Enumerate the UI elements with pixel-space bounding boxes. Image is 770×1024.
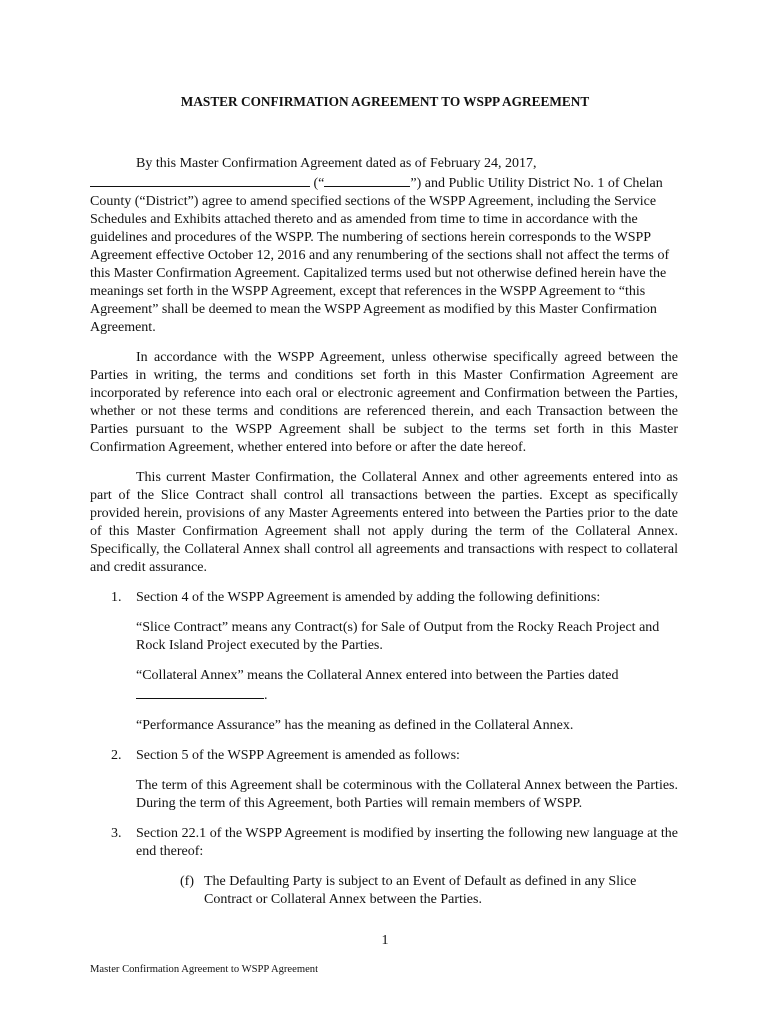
term-clause: The term of this Agreement shall be coterminous with the Collateral Annex between the Parties. During the term of this Agreement, both Parties will remain members of WSPP. [136,778,678,811]
paragraph-incorporation: In accordance with the WSPP Agreement, unless otherwise specifically agreed between the Parties in writing, the terms and conditions set forth in this Master Confirmation Agreement are incorporated by reference into each oral or electronic agreement and Confirmation between the Parties, whether or not these terms and conditions are referenced therein, and each Transaction between the Parties pursuant to the WSPP Agreement shall be subject to the terms set forth in this Master Confirmation Agreement, whether entered into before or after the date hereof. [90,350,678,455]
paragraph-control: This current Master Confirmation, the Collateral Annex and other agreements entered into as part of the Slice Contract shall control all transactions between the parties. Except as specifically provided herein, provisions of any Master Agreements entered into between the Parties prior to the date of this Master Confirmation Agreement shall not apply during the term of the Collateral Annex. Specifically, the Collateral Annex shall control all agreements and transactions with respect to collateral and credit assurance. [90,470,678,575]
list-item-text: Section 4 of the WSPP Agreement is amended by adding the following definitions: [136,590,601,605]
list-item-3 [90,825,678,861]
definition-performance-assurance: “Performance Assurance” has the meaning as defined in the Collateral Annex. [136,718,574,733]
list-item-text: Section 22.1 of the WSPP Agreement is modified by inserting the following new language at the end thereof: [136,826,678,859]
document-body [90,155,678,909]
intro-text-a: By this Master Confirmation Agreement dated as of February 24, 2017, [136,156,537,171]
clause-text: The Defaulting Party is subject to an Event of Default as defined in any Slice Contract or Collateral Annex between the Parties. [204,874,637,907]
page-number: 1 [381,933,389,948]
document-title: MASTER CONFIRMATION AGREEMENT TO WSPP AGREEMENT [180,94,590,109]
page-footer: Master Confirmation Agreement to WSPP Agreement [90,964,319,975]
list-number: 1. [111,590,122,605]
date-blank [136,685,264,699]
list-item-text: Section 5 of the WSPP Agreement is amended as follows: [136,748,460,763]
intro-text-c: ”) and Public Utility District No. 1 of Chelan County (“District”) agree to amend specified sections of the WSPP Agreement, including the Service Schedules and Exhibits attached thereto and as amended from time to time in accordance with the guidelines and procedures of the WSPP. The numbering of sections herein corresponds to the WSPP Agreement effective October 12, 2016 and any renumbering of the sections shall not affect the terms of this Master Confirmation Agreement. Capitalized terms used but not otherwise defined herein have the meanings set forth in the WSPP Agreement, except that references in the WSPP Agreement to “this Agreement” shall be deemed to mean the WSPP Agreement as modified by this Master Confirmation Agreement. [90,176,670,335]
default-clause [90,873,678,909]
party-abbrev-blank [324,173,410,187]
party-name-blank [90,173,310,187]
definition-end: . [264,688,268,703]
list-number: 2. [111,748,122,763]
definition-text: “Collateral Annex” means the Collateral Annex entered into between the Parties dated [136,668,619,683]
clause-label: (f) [180,874,194,889]
definition-collateral-annex [90,667,678,705]
list-item-2 [90,747,678,765]
list-number: 3. [111,826,122,841]
intro-text-b: (“ [310,176,325,191]
definition-slice-contract: “Slice Contract” means any Contract(s) for Sale of Output from the Rocky Reach Project and Rock Island Project executed by the Parties. [136,620,660,653]
paragraph-intro [90,155,678,337]
list-item-1 [90,589,678,607]
